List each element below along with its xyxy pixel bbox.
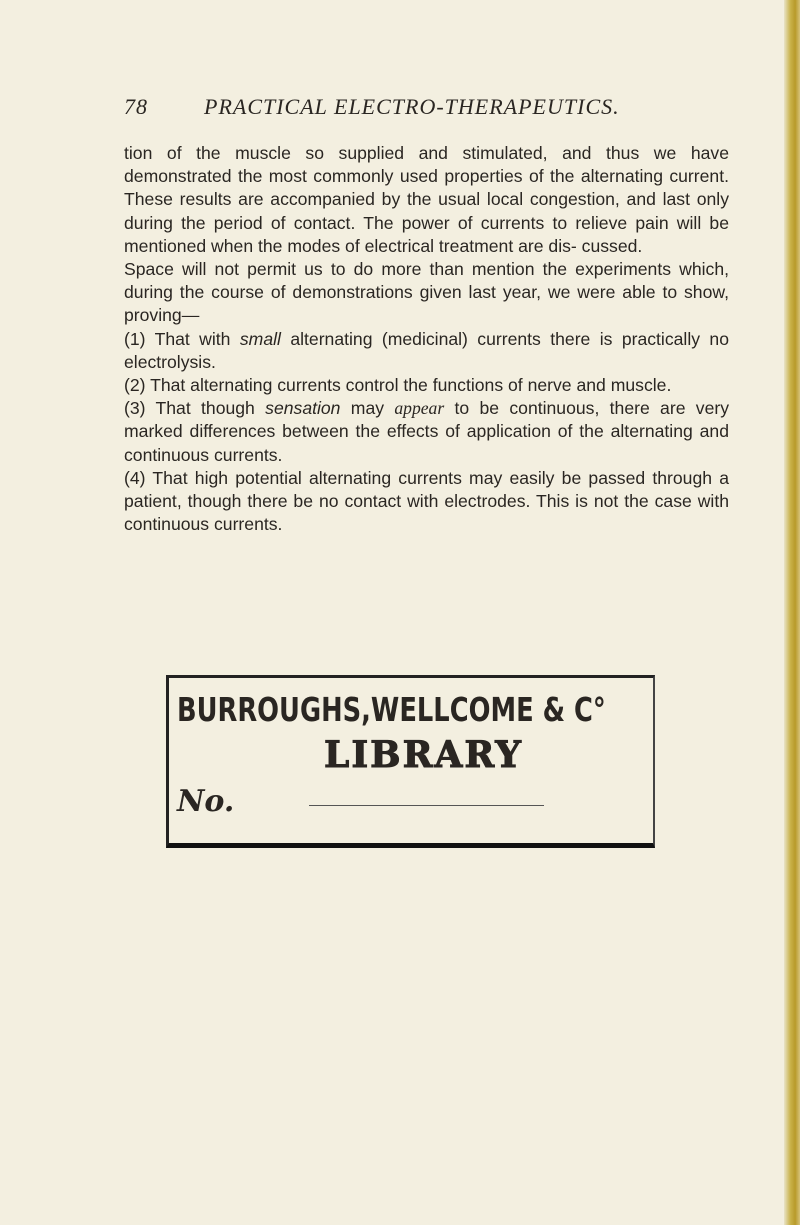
item-emphasis: sensation	[265, 398, 341, 419]
item-text: may	[350, 398, 385, 419]
stamp-number-label: No.	[177, 784, 235, 819]
body-text	[124, 142, 729, 536]
list-item	[124, 328, 729, 374]
item-emphasis: appear	[394, 398, 445, 419]
list-item	[124, 397, 729, 467]
stamp-number-line	[309, 805, 544, 806]
page-edge	[784, 0, 800, 1225]
running-title: PRACTICAL ELECTRO-THERAPEUTICS.	[204, 94, 620, 119]
paragraph: tion of the muscle so supplied and stimulated, and thus we have demonstrated the most commonly used properties of the alternating current. These results are accompanied by the usual local congestion, and last only during the period of contact. The power of currents to relieve pain will be mentioned when the modes of electrical treatment are dis- cussed.	[124, 143, 729, 256]
page-number: 78	[124, 94, 148, 119]
item-number: (4)	[124, 467, 146, 488]
item-text: to be continuous, there are very marked differences between the effects of application of the alternating and continuous currents.	[124, 398, 730, 465]
list-item	[124, 467, 729, 537]
item-text: That with	[154, 328, 231, 349]
item-emphasis: small	[239, 328, 281, 349]
item-text: That high potential alternating currents may easily be passed through a patient, though there be no contact with electrodes. This is not the case with continuous currents.	[124, 467, 729, 535]
stamp-owner: BURROUGHS,WELLCOME & C°	[177, 690, 606, 729]
page-header	[124, 94, 654, 124]
list-item	[124, 374, 729, 397]
item-number: (1)	[124, 328, 146, 349]
item-text: That alternating currents control the functions of nerve and muscle.	[150, 375, 672, 396]
library-stamp	[166, 675, 655, 848]
stamp-library: LIBRARY	[324, 734, 523, 776]
item-text: That though	[155, 398, 255, 419]
item-number: (2)	[124, 375, 146, 396]
item-number: (3)	[124, 398, 146, 419]
paragraph: Space will not permit us to do more than mention the experiments which, during the course of demonstrations given last year, we were able to show, proving—	[124, 259, 729, 326]
item-text: alternating (medicinal) currents there is practically no electrolysis.	[124, 328, 729, 372]
